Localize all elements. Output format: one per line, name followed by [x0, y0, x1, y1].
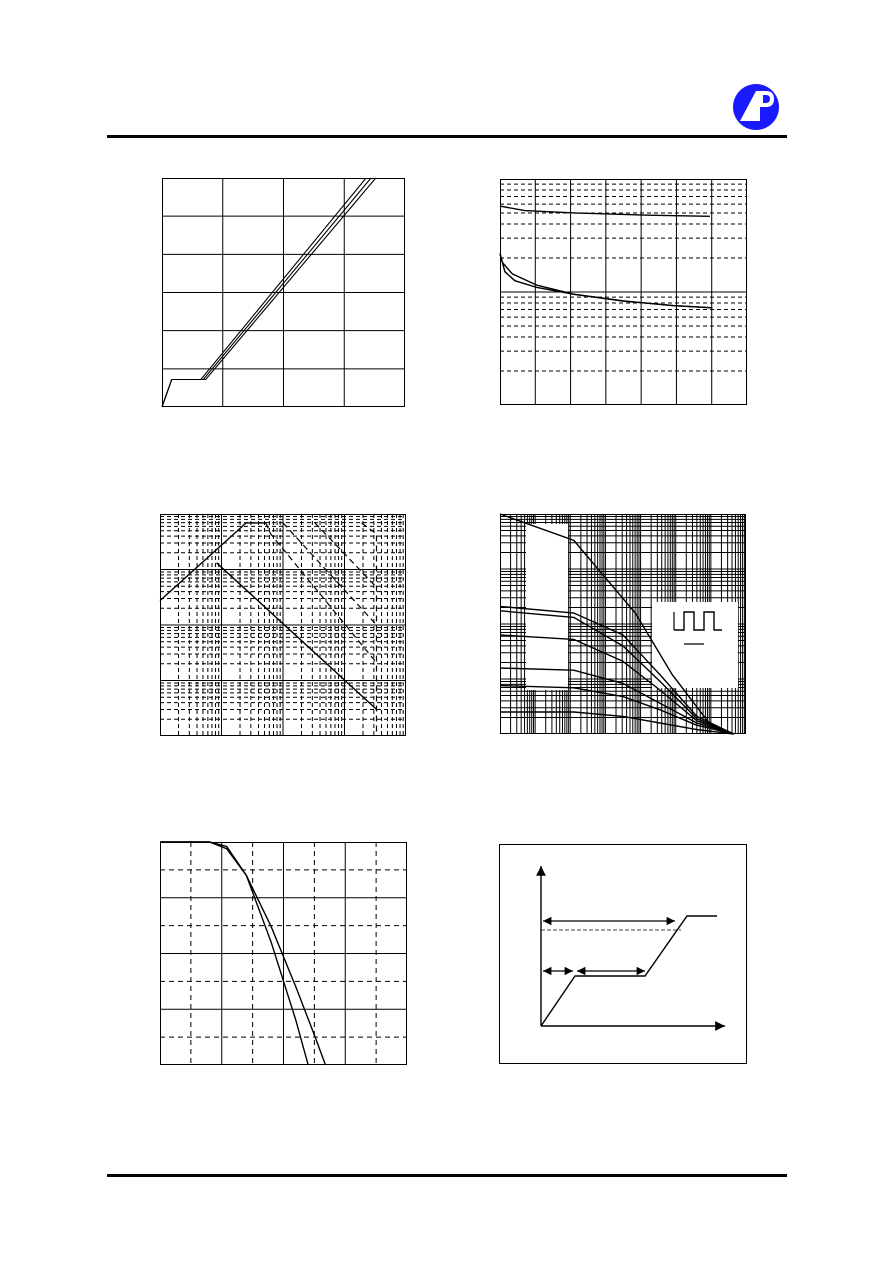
- footer-rule: [107, 1174, 787, 1177]
- figure-2: [500, 179, 747, 405]
- figure-1-plot: [162, 178, 405, 407]
- inset-box: [652, 602, 738, 688]
- figure-1: [162, 178, 405, 407]
- curve-1: [160, 523, 266, 601]
- header-rule: [107, 135, 787, 138]
- curve-2: [217, 563, 377, 710]
- figure-6: [499, 844, 747, 1064]
- figure-3: [160, 514, 406, 736]
- figure-4-plot: [500, 514, 746, 734]
- plot-frame: [500, 845, 747, 1064]
- figure-5: [160, 842, 407, 1065]
- figure-3-plot: [160, 514, 406, 736]
- figure-2-plot: [500, 179, 747, 405]
- figure-4: [500, 514, 746, 734]
- legend-box: [526, 524, 568, 690]
- figure-6-waveform: [499, 844, 747, 1064]
- company-logo: [732, 83, 780, 131]
- figure-5-plot: [160, 842, 407, 1065]
- curve-1: [500, 206, 710, 216]
